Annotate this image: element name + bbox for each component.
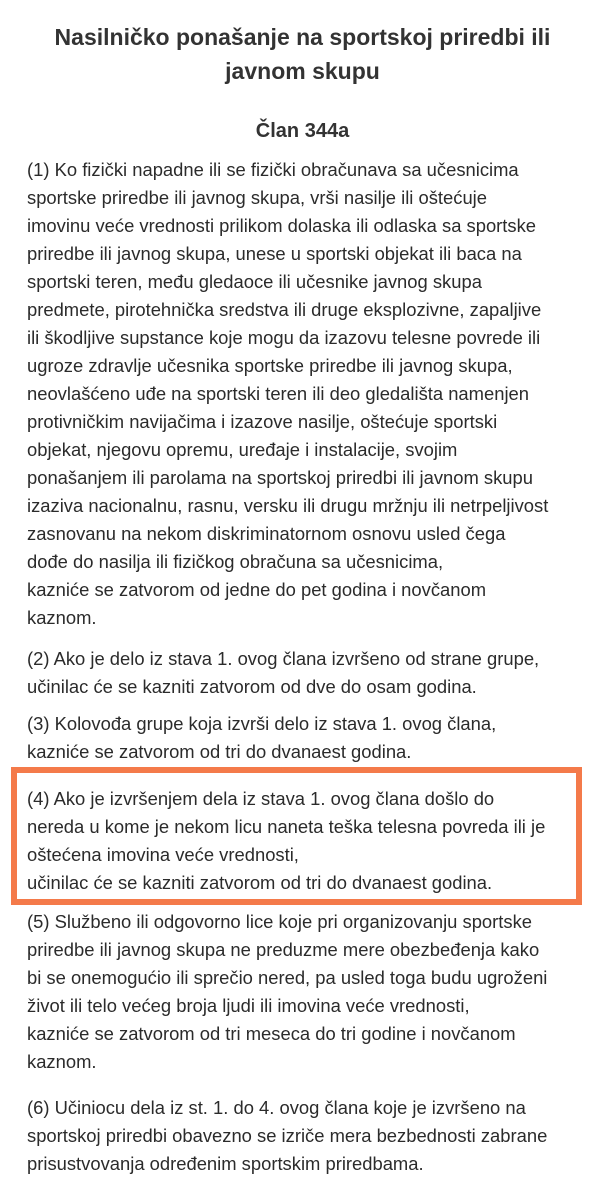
text-line: predmete, pirotehnička sredstva ili druge eksplozivne, zapaljive	[27, 299, 542, 320]
text-line: bi se onemogućio ili sprečio nered, pa usled toga budu ugroženi	[27, 967, 548, 988]
text-line: život ili telo većeg broja ljudi ili imovina veće vrednosti,	[27, 995, 470, 1016]
text-line: kaznom.	[27, 1051, 97, 1072]
text-line: učinilac će se kazniti zatvorom od dve do osam godina.	[27, 676, 477, 697]
article-heading: Član 344a	[255, 120, 350, 142]
text-line: učinilac će se kazniti zatvorom od tri do dvanaest godina.	[27, 872, 493, 893]
text-line: kazniće se zatvorom od tri meseca do tri godine i novčanom	[27, 1023, 516, 1044]
text-line: (5) Službeno ili odgovorno lice koje pri organizovanju sportske	[27, 911, 532, 932]
text-line: prisustvovanja određenim sportskim priredbama.	[27, 1153, 424, 1174]
text-line: nereda u kome je nekom licu naneta teška telesna povreda ili je	[27, 816, 546, 837]
text-line: objekat, njegovu opremu, uređaje i instalacije, svojim	[27, 439, 458, 460]
text-line: neovlašćeno uđe na sportski teren ili deo gledališta namenjen	[27, 383, 529, 404]
title-line: Nasilničko ponašanje na sportskoj priredbi ili	[54, 24, 551, 50]
page-title	[20, 20, 585, 88]
text-line: kaznom.	[27, 607, 97, 628]
text-line: priredbe ili javnog skupa ne preduzme mere obezbeđenja kako	[27, 939, 540, 960]
text-line: (3) Kolovođa grupe koja izvrši delo iz stava 1. ovog člana,	[27, 713, 497, 734]
paragraph-6	[27, 1094, 592, 1178]
title-line: javnom skupu	[225, 58, 380, 84]
text-line: ponašanjem ili parolama na sportskoj priredbi ili javnom skupu	[27, 467, 533, 488]
text-line: priredbe ili javnog skupa, unese u sportski objekat ili baca na	[27, 243, 522, 264]
text-line: (6) Učiniocu dela iz st. 1. do 4. ovog člana koje je izvršeno na	[27, 1097, 526, 1118]
text-line: ili škodljive supstance koje mogu da izazovu telesne povrede ili	[27, 327, 541, 348]
text-line: (2) Ako je delo iz stava 1. ovog člana izvršeno od strane grupe,	[27, 648, 540, 669]
text-line: dođe do nasilja ili fizičkog obračuna sa učesnicima,	[27, 551, 444, 572]
text-line: izaziva nacionalnu, rasnu, versku ili drugu mržnju ili netrpeljivost	[27, 495, 549, 516]
text-line: protivničkim navijačima i izazove nasilje, oštećuje sportski	[27, 411, 498, 432]
text-line: (4) Ako je izvršenjem dela iz stava 1. ovog člana došlo do	[27, 788, 495, 809]
text-line: kazniće se zatvorom od jedne do pet godina i novčanom	[27, 579, 487, 600]
paragraph-1	[27, 156, 592, 632]
text-line: sportski teren, među gledaoce ili učesnike javnog skupa	[27, 271, 482, 292]
paragraph-2	[27, 645, 592, 701]
paragraph-3	[27, 710, 592, 766]
text-line: kazniće se zatvorom od tri do dvanaest godina.	[27, 741, 412, 762]
text-line: oštećena imovina veće vrednosti,	[27, 844, 299, 865]
text-line: sportske priredbe ili javnog skupa, vrši nasilje ili oštećuje	[27, 187, 487, 208]
text-line: zasnovanu na nekom diskriminatornom osnovu usled čega	[27, 523, 506, 544]
highlight-box	[11, 767, 582, 905]
text-line: ugroze zdravlje učesnika sportske priredbe ili javnog skupa,	[27, 355, 513, 376]
paragraph-5	[27, 908, 592, 1076]
text-line: sportskoj priredbi obavezno se izriče mera bezbednosti zabrane	[27, 1125, 548, 1146]
text-line: imovinu veće vrednosti prilikom dolaska ili odlaska sa sportske	[27, 215, 537, 236]
text-line: (1) Ko fizički napadne ili se fizički obračunava sa učesnicima	[27, 159, 519, 180]
